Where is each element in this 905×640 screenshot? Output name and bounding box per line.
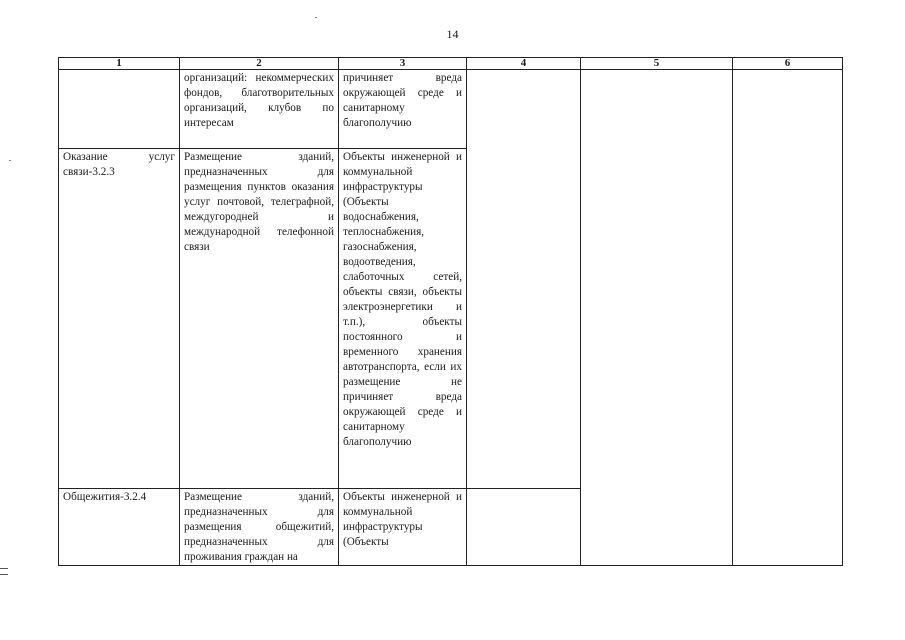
table-row [59, 70, 843, 149]
header-col-2: 2 [180, 58, 339, 70]
row-3-col-3: Объекты инженерной и коммунальной инфраструктуры (Объекты [339, 489, 467, 566]
header-row [59, 58, 843, 70]
page-number: 14 [446, 27, 459, 41]
row-1-col-6 [733, 70, 843, 566]
row-1-col-3: причиняет вреда окружающей среде и санитарному благополучию [339, 70, 467, 149]
row-2-col-2: Размещение зданий, предназначенных для размещения пунктов оказания услуг почтовой, телеграфной, междугородней и международной телефонной связи [180, 149, 339, 489]
scan-speck [9, 160, 11, 161]
regulation-table [58, 57, 843, 566]
margin-mark [0, 568, 8, 575]
row-3-col-1: Общежития-3.2.4 [59, 489, 180, 566]
row-2-col-3: Объекты инженерной и коммунальной инфраструктуры (Объекты водоснабжения, теплоснабжения, газоснабжения, водоотведения, слаботочных сетей, объекты связи, объекты электроэнергетики и т.п.), объекты постоянного и временного хранения автотранспорта, если их размещение не причиняет вреда окружающей среде и санитарному благополучию [339, 149, 467, 489]
row-2-col-1: Оказание услуг связи-3.2.3 [59, 149, 180, 489]
scan-speck [315, 17, 317, 18]
row-1-col-2: организаций: некоммерческих фондов, благотворительных организаций, клубов по интересам [180, 70, 339, 149]
header-col-1: 1 [59, 58, 180, 70]
row-3-col-4 [467, 489, 581, 566]
row-3-col-2: Размещение зданий, предназначенных для размещения общежитий, предназначенных для проживания граждан на [180, 489, 339, 566]
header-col-6: 6 [733, 58, 843, 70]
header-col-5: 5 [581, 58, 733, 70]
header-col-4: 4 [467, 58, 581, 70]
row-1-col-5 [581, 70, 733, 566]
row-1-col-1 [59, 70, 180, 149]
header-col-3: 3 [339, 58, 467, 70]
row-1-col-4 [467, 70, 581, 489]
